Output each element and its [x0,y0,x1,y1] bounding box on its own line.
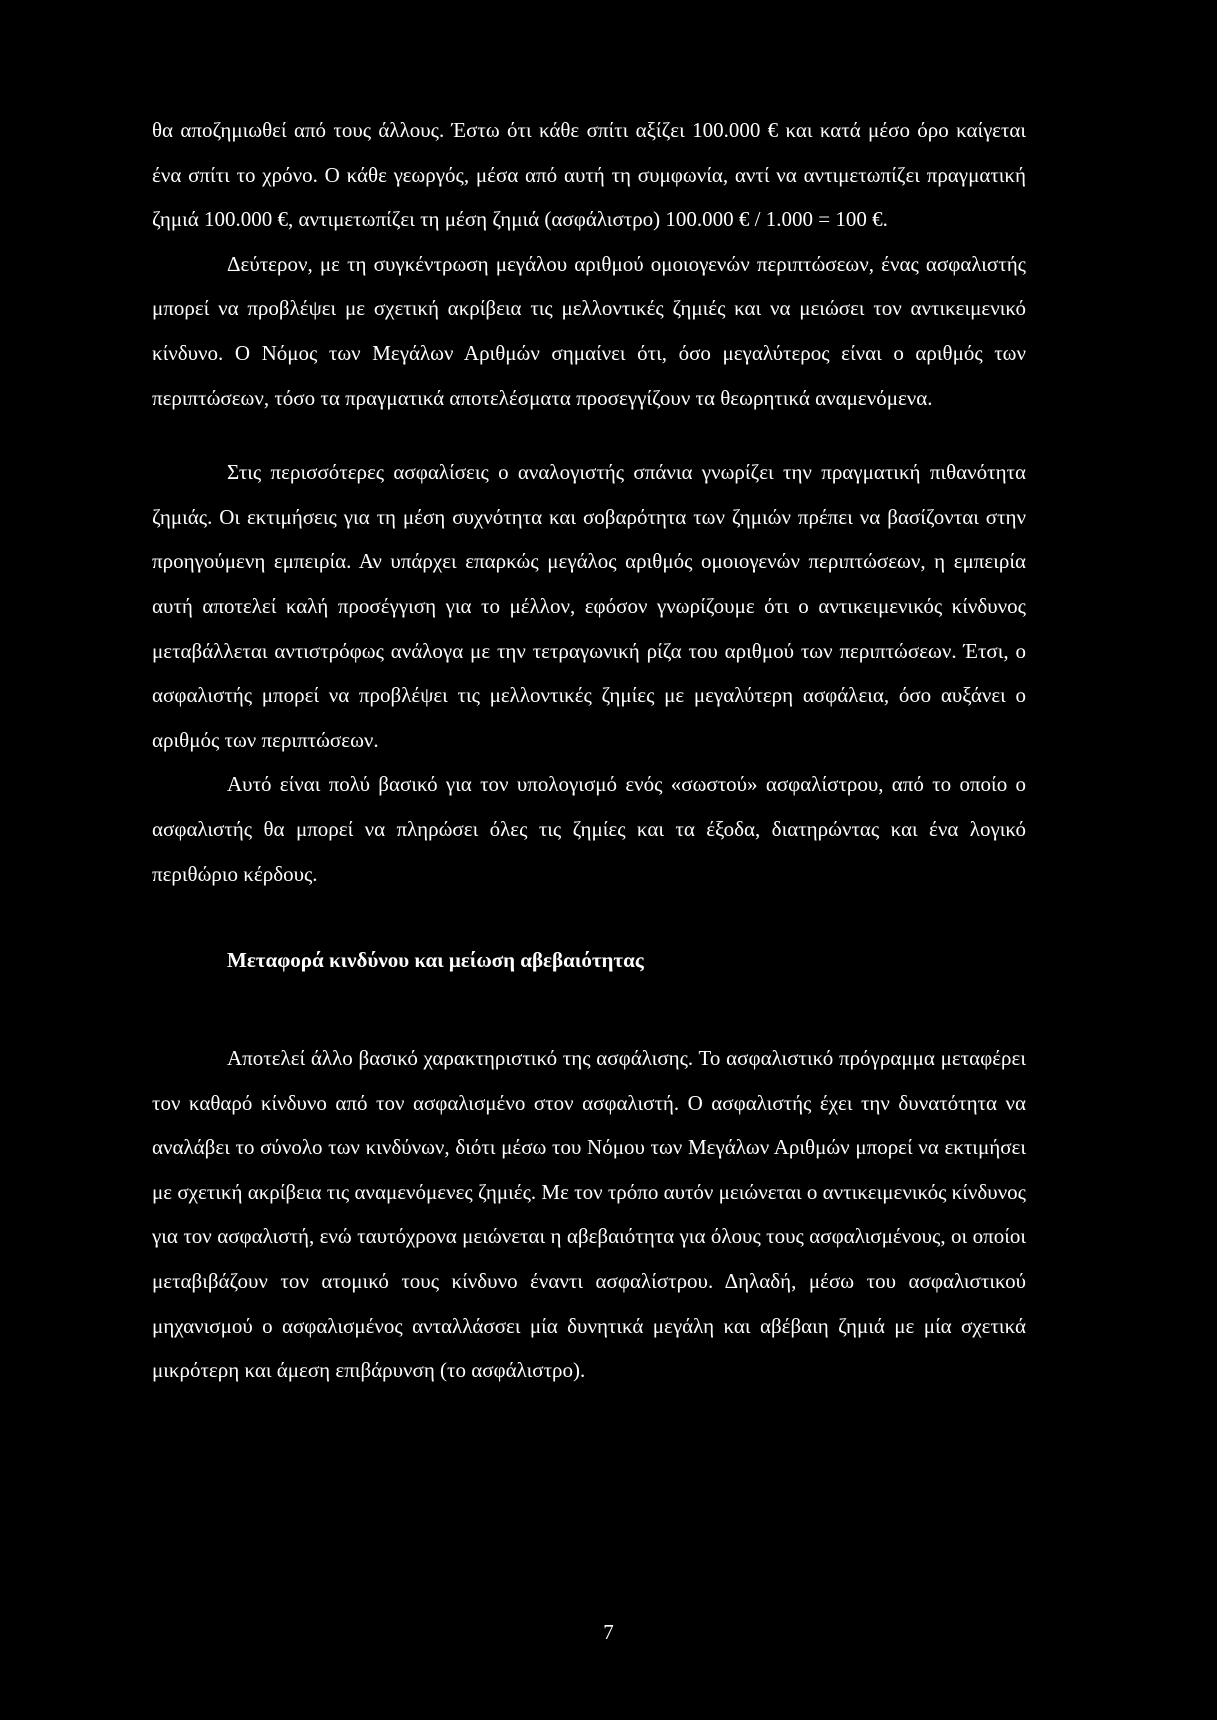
page-number: 7 [603,1620,614,1644]
paragraph-large-numbers: Δεύτερον, με τη συγκέντρωση μεγάλου αριθμού ομοιογενών περιπτώσεων, ένας ασφαλιστής μπορεί να προβλέψει με σχετική ακρίβεια τις μελλοντικές ζημιές και να μειώσει τον αντικειμενικό κίνδυνο. Ο Νόμος των Μεγάλων Αριθμών σημαίνει ότι, όσο μεγαλύτερος είναι ο αριθμός των περιπτώσεων, τόσο τα πραγματικά αποτελέσματα προσεγγίζουν τα θεωρητικά αναμενόμενα. [152,251,1026,410]
paragraph-continuation: θα αποζημιωθεί από τους άλλους. Έστω ότι κάθε σπίτι αξίζει 100.000 € και κατά μέσο όρο καίγεται ένα σπίτι το χρόνο. Ο κάθε γεωργός, μέσα από αυτή τη συμφωνία, αντί να αντιμετωπίζει πραγματική ζημιά 100.000 €, αντιμετωπίζει τη μέση ζημιά (ασφάλιστρο) 100.000 € / 1.000 = 100 €. [152,118,1026,232]
paragraph-actuary-estimates: Στις περισσότερες ασφαλίσεις ο αναλογιστής σπάνια γνωρίζει την πραγματική πιθανότητα ζημιάς. Οι εκτιμήσεις για τη μέση συχνότητα και σοβαρότητα των ζημιών πρέπει να βασίζονται στην προηγούμενη εμπειρία. Αν υπάρχει επαρκώς μεγάλος αριθμός ομοιογενών περιπτώσεων, η εμπειρία αυτή αποτελεί καλή προσέγγιση για το μέλλον, εφόσον γνωρίζουμε ότι ο αντικειμενικός κίνδυνος μεταβάλλεται αντιστρόφως ανάλογα με την τετραγωνική ρίζα του αριθμού των περιπτώσεων. Έτσι, ο ασφαλιστής μπορεί να προβλέψει τις μελλοντικές ζημίες με μεγαλύτερη ασφάλεια, όσο αυξάνει ο αριθμός των περιπτώσεων. [152,460,1026,752]
paragraph-risk-transfer: Αποτελεί άλλο βασικό χαρακτηριστικό της ασφάλισης. Το ασφαλιστικό πρόγραμμα μεταφέρει τον καθαρό κίνδυνο από τον ασφαλισμένο στον ασφαλιστή. Ο ασφαλιστής έχει την δυνατότητα να αναλάβει το σύνολο των κινδύνων, διότι μέσω του Νόμου των Μεγάλων Αριθμών μπορεί να εκτιμήσει με σχετική ακρίβεια τις αναμενόμενες ζημιές. Με τον τρόπο αυτόν μειώνεται ο αντικειμενικός κίνδυνος για τον ασφαλιστή, ενώ ταυτόχρονα μειώνεται η αβεβαιότητα για όλους τους ασφαλισμένους, οι οποίοι μεταβιβάζουν τον ατομικό τους κίνδυνο έναντι ασφαλίστρου. Δηλαδή, μέσω του ασφαλιστικού μηχανισμού ο ασφαλισμένος ανταλλάσσει μία δυνητικά μεγάλη και αβέβαιη ζημιά με μία σχετικά μικρότερη και άμεση επιβάρυνση (το ασφάλιστρο). [152,1046,1027,1383]
paragraph-correct-premium: Αυτό είναι πολύ βασικό για τον υπολογισμό ενός «σωστού» ασφαλίστρου, από το οποίο ο ασφαλιστής θα μπορεί να πληρώσει όλες τις ζημίες και τα έξοδα, διατηρώντας και ένα λογικό περιθώριο κέρδους. [152,772,1026,886]
document-page [152,108,1026,1393]
section-heading: Μεταφορά κινδύνου και μείωση αβεβαιότητας [227,948,644,973]
